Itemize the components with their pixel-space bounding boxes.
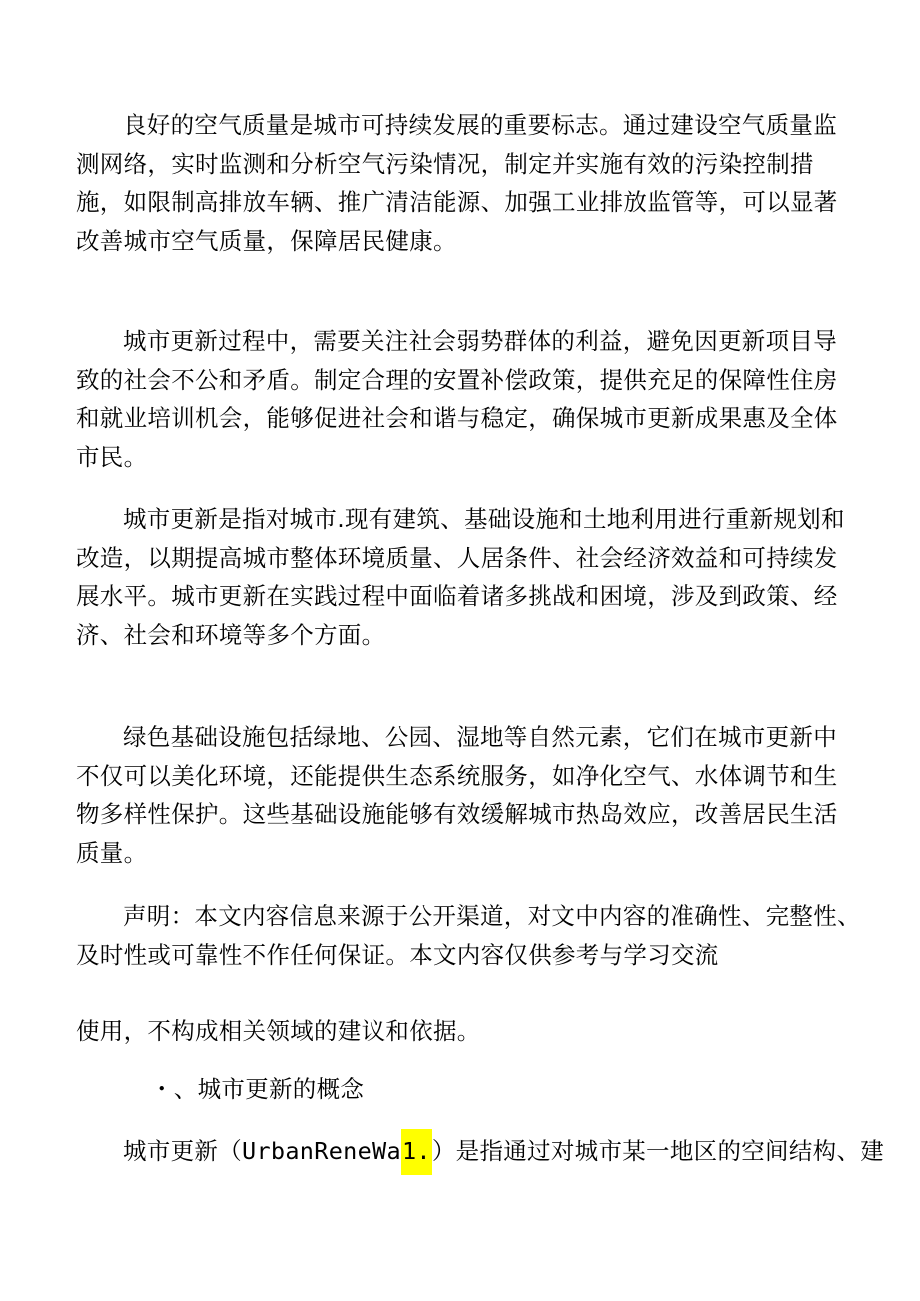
line-suffix: ）是指通过对城市某一地区的空间结构、建 — [431, 1137, 885, 1165]
disclaimer-line-1: 声明：本文内容信息来源于公开渠道，对文中内容的准确性、完整性、 — [123, 902, 861, 930]
paragraph-urban-renewal-definition: 城市更新是指对城市.现有建筑、基础设施和土地利用进行重新规划和改造，以期提高城市整体环境质量、人居条件、社会经济效益和可持续发展水平。城市更新在实践过程中面临着诸多挑战和困境，涉及到政策、经济、社会和环境等多个方面。 — [76, 505, 845, 649]
paragraph-air-quality: 良好的空气质量是城市可持续发展的重要标志。通过建设空气质量监测网络，实时监测和分析空气污染情况，制定并实施有效的污染控制措施，如限制高排放车辆、推广清洁能源、加强工业排放监管等，可以显著改善城市空气质量，保障居民健康。 — [76, 111, 838, 255]
disclaimer-line-3: 使用，不构成相关领域的建议和依据。 — [76, 1017, 481, 1045]
paragraph-social-equity: 城市更新过程中，需要关注社会弱势群体的利益，避免因更新项目导致的社会不公和矛盾。制定合理的安置补偿政策，提供充足的保障性住房和就业培训机会，能够促进社会和谐与稳定，确保城市更新成果惠及全体市民。 — [76, 327, 838, 471]
urban-renewal-concept-line — [123, 1132, 884, 1171]
english-term: UrbanReneWa — [242, 1137, 401, 1165]
line-prefix: 城市更新（ — [123, 1137, 242, 1165]
disclaimer-line-2: 及时性或可靠性不作任何保证。本文内容仅供参考与学习交流 — [76, 941, 719, 969]
section-heading: ・、城市更新的概念 — [150, 1075, 365, 1103]
highlighted-text: 1. — [401, 1129, 432, 1175]
paragraph-green-infrastructure: 绿色基础设施包括绿地、公园、湿地等自然元素，它们在城市更新中不仅可以美化环境，还能提供生态系统服务，如净化空气、水体调节和生物多样性保护。这些基础设施能够有效缓解城市热岛效应，改善居民生活质量。 — [76, 723, 838, 867]
